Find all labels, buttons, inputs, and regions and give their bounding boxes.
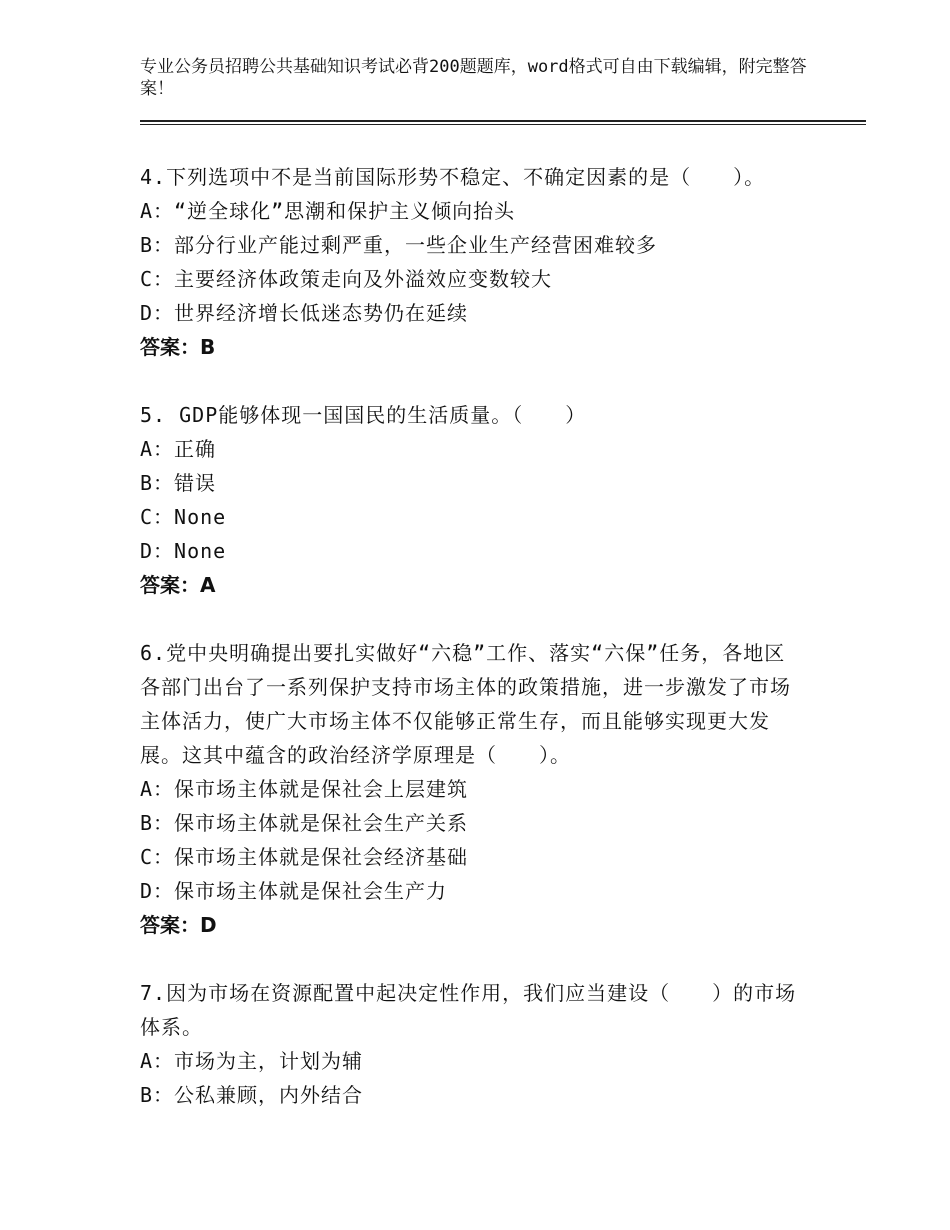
header-divider [140,120,866,125]
question-7 [140,976,800,1112]
question-5 [140,398,800,602]
question-stem: 4.下列选项中不是当前国际形势不稳定、不确定因素的是（ ）。 [140,165,766,189]
option-a: A：“逆全球化”思潮和保护主义倾向抬头 [140,199,516,223]
question-6 [140,636,800,942]
question-stem: 6.党中央明确提出要扎实做好“六稳”工作、落实“六保”任务，各地区各部门出台了一系列保护支持市场主体的政策措施，进一步激发了市场主体活力，使广大市场主体不仅能够正常生存，而且能够实现更大发展。这其中蕴含的政治经济学原理是（ ）。 [140,641,791,767]
option-a: A：正确 [140,437,217,461]
question-stem: 5. GDP能够体现一国国民的生活质量。（ ） [140,403,587,427]
answer: 答案：D [140,913,217,937]
header-divider-thick [140,120,866,122]
option-d: D：保市场主体就是保社会生产力 [140,879,448,903]
option-b: B：保市场主体就是保社会生产关系 [140,811,469,835]
question-stem: 7.因为市场在资源配置中起决定性作用，我们应当建设（ ）的市场体系。 [140,981,797,1039]
header-divider-thin [140,124,866,125]
option-c: C：主要经济体政策走向及外溢效应变数较大 [140,267,553,291]
option-b: B：公私兼顾，内外结合 [140,1083,364,1107]
option-b: B：错误 [140,471,217,495]
option-a: A：保市场主体就是保社会上层建筑 [140,777,469,801]
answer: 答案：B [140,335,216,359]
answer: 答案：A [140,573,216,597]
option-c: C：保市场主体就是保社会经济基础 [140,845,469,869]
header-title: 专业公务员招聘公共基础知识考试必背200题题库，word格式可自由下载编辑，附完整答案！ [140,57,807,99]
option-b: B：部分行业产能过剩严重，一些企业生产经营困难较多 [140,233,658,257]
question-list [140,160,800,1146]
option-c: C：None [140,505,227,529]
option-d: D：世界经济增长低迷态势仍在延续 [140,301,469,325]
option-a: A：市场为主，计划为辅 [140,1049,364,1073]
question-4 [140,160,800,364]
option-d: D：None [140,539,227,563]
